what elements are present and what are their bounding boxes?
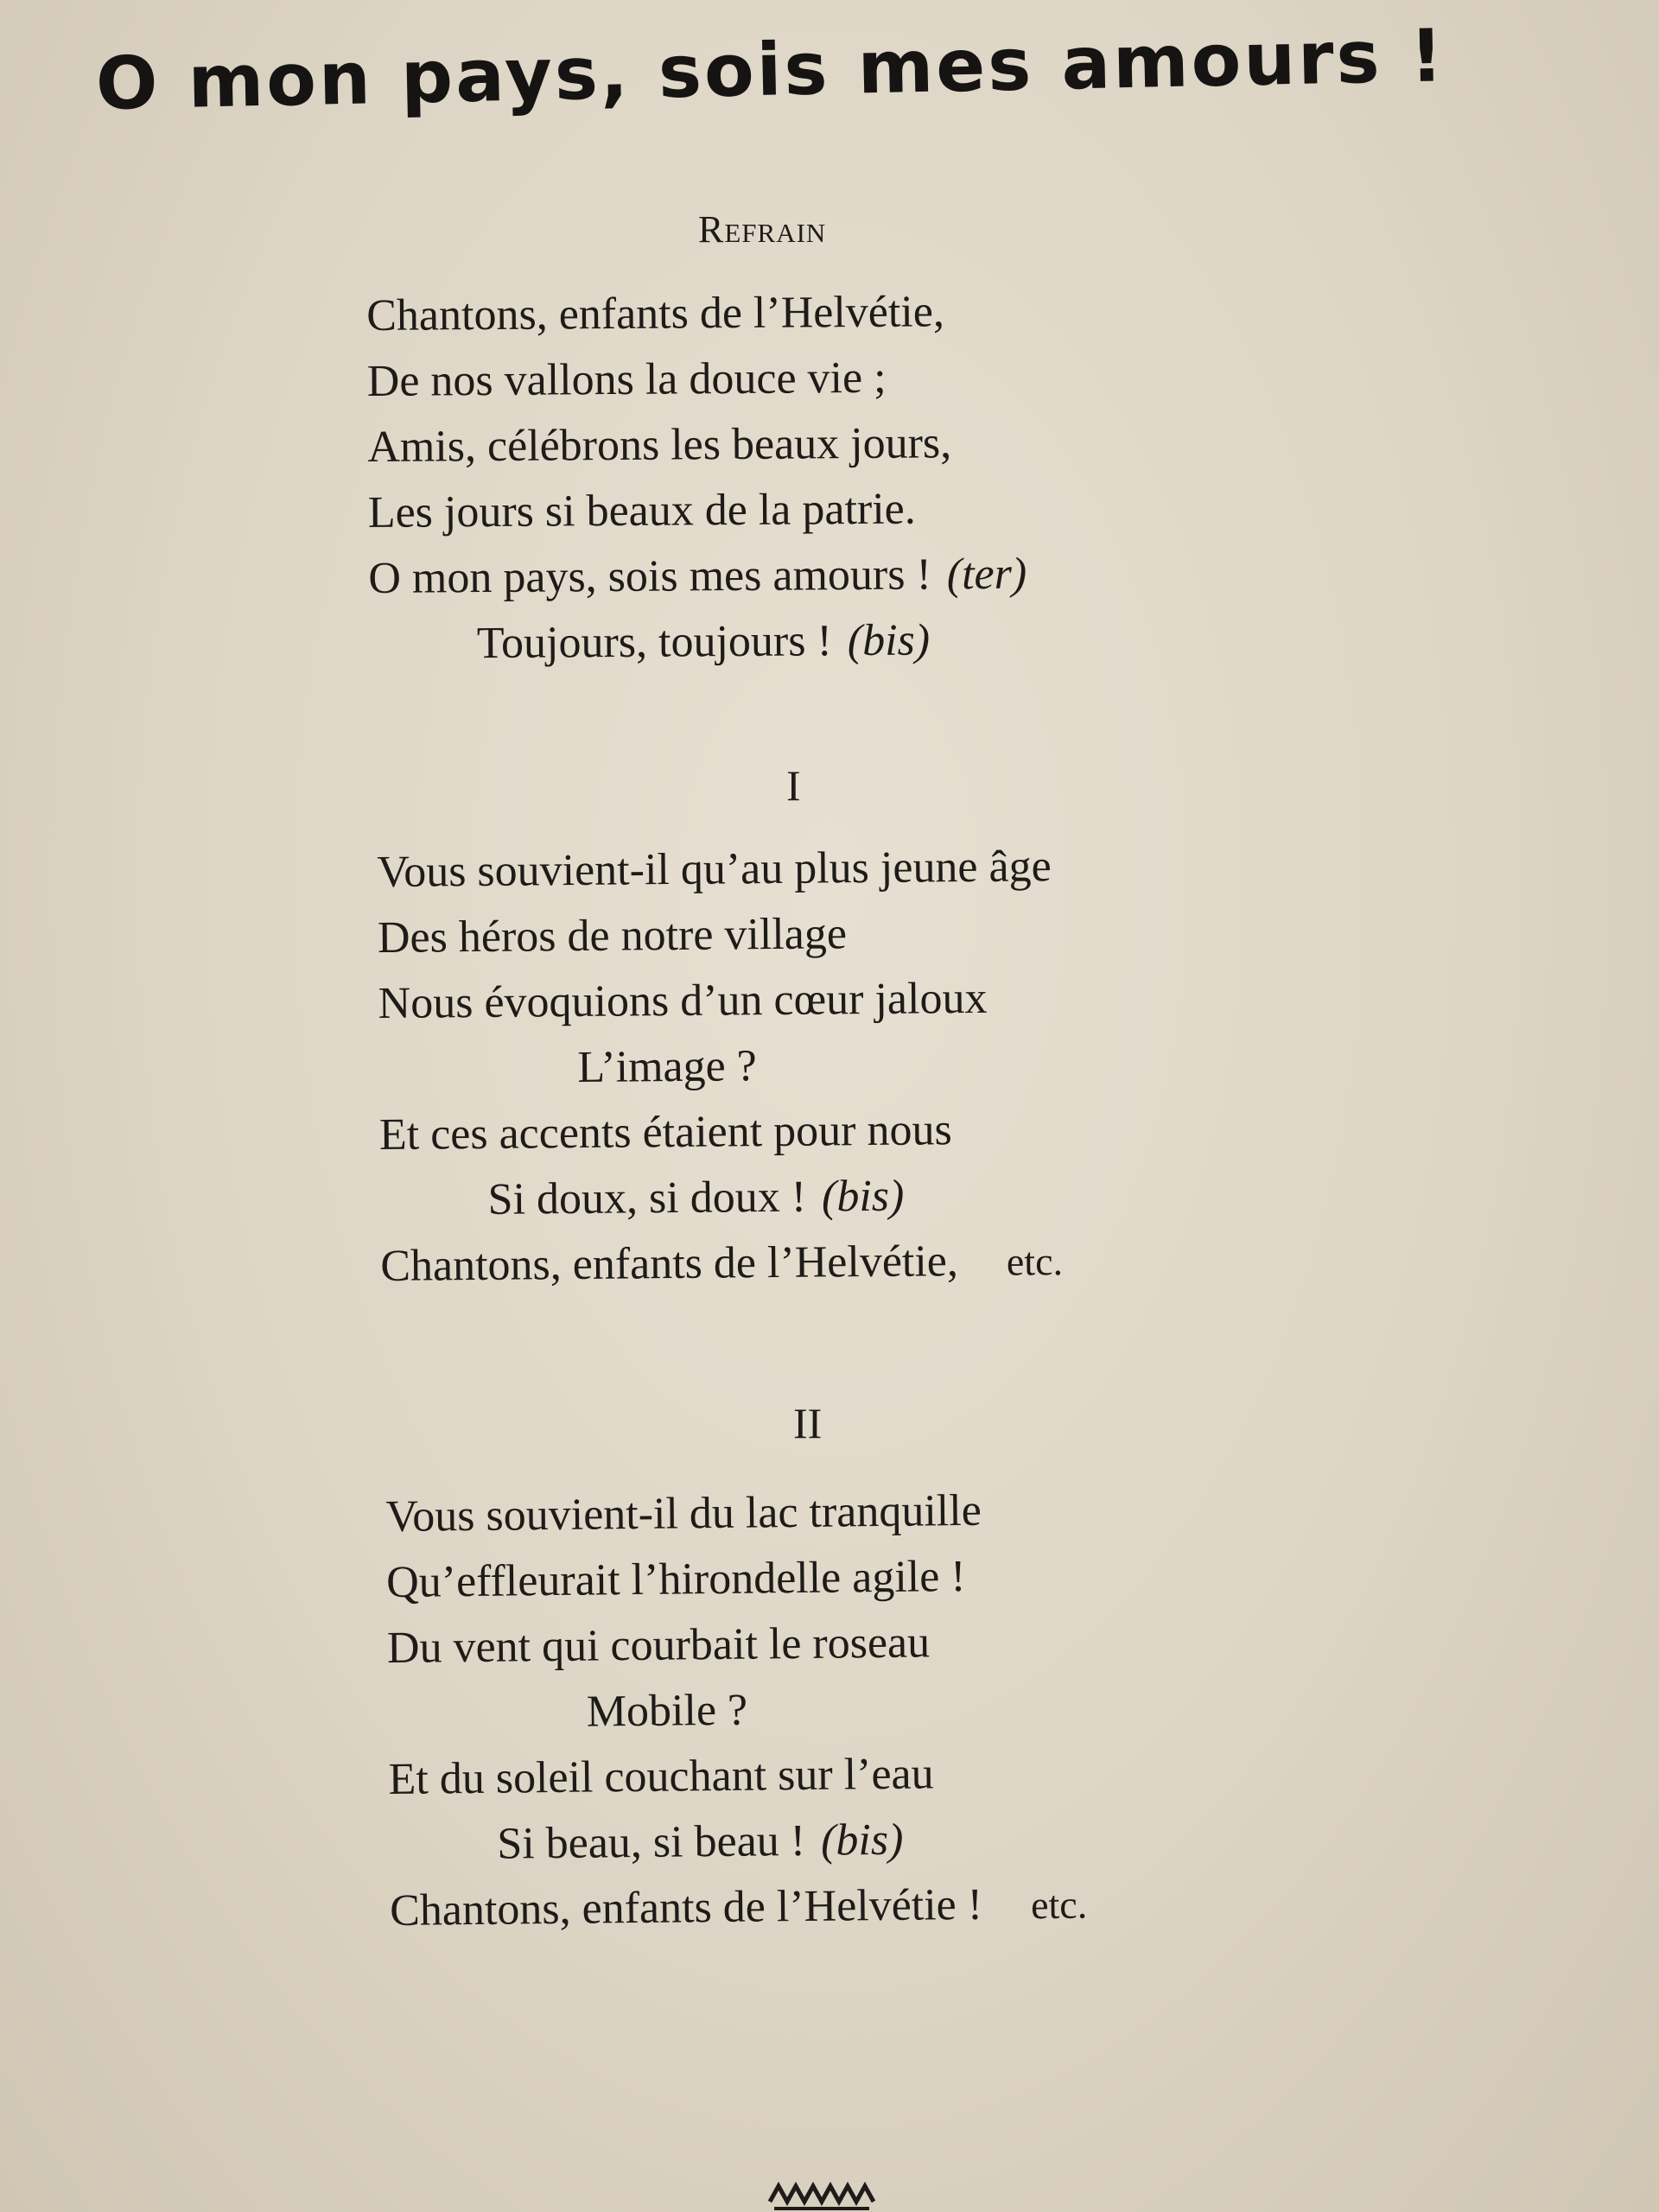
line-text: Les jours si beaux de la patrie.	[367, 484, 916, 537]
refrain-block	[366, 279, 1027, 677]
line-text: Si doux, si doux !	[487, 1172, 807, 1224]
etc-mark: etc.	[1030, 1882, 1088, 1928]
poem-line	[389, 1806, 1087, 1878]
poem-line	[368, 476, 1027, 546]
line-text: Et du soleil couchant sur l’eau	[388, 1749, 934, 1804]
etc-mark: etc.	[1006, 1239, 1064, 1284]
line-text: O mon pays, sois mes amours !	[368, 550, 931, 603]
song-title: O mon pays, sois mes amours !	[95, 13, 1446, 126]
repeat-mark: (bis)	[821, 1171, 905, 1222]
line-text: De nos vallons la douce vie ;	[366, 353, 887, 406]
line-text: Amis, célébrons les beaux jours,	[367, 418, 952, 472]
poem-line	[388, 1740, 1086, 1813]
poem-line	[366, 279, 1025, 349]
refrain-heading: Refrain	[698, 208, 827, 251]
poem-line	[380, 1228, 1063, 1300]
poem-line	[367, 410, 1026, 480]
repeat-mark: (bis)	[820, 1815, 904, 1866]
line-text: Des héros de notre village	[377, 909, 848, 963]
line-text: Chantons, enfants de l’Helvétie,	[366, 287, 945, 340]
poem-line	[368, 542, 1027, 612]
line-text: Et ces accents étaient pour nous	[378, 1105, 952, 1160]
line-text: Chantons, enfants de l’Helvétie !	[389, 1879, 983, 1936]
line-text: Chantons, enfants de l’Helvétie,	[380, 1236, 959, 1291]
line-text: Vous souvient-il qu’au plus jeune âge	[377, 842, 1052, 897]
poem-line	[378, 1031, 1061, 1103]
repeat-mark: (ter)	[946, 549, 1027, 600]
line-text: Du vent qui courbait le roseau	[386, 1618, 931, 1673]
line-text: Vous souvient-il du lac tranquille	[385, 1485, 982, 1541]
line-text: Qu’effleurait l’hirondelle agile !	[385, 1551, 966, 1607]
poem-line	[379, 1162, 1062, 1234]
verse-numeral-1: I	[786, 761, 801, 810]
poem-line	[378, 965, 1060, 1037]
verse-numeral-2: II	[793, 1399, 823, 1447]
poem-line	[378, 899, 1060, 971]
poem-line	[385, 1478, 1084, 1550]
poem-line	[369, 607, 1027, 677]
poem-line	[387, 1609, 1085, 1681]
poem-line	[386, 1543, 1084, 1616]
poem-line	[377, 834, 1059, 906]
verse-2-block	[385, 1478, 1088, 1944]
line-text: Mobile ?	[586, 1685, 748, 1737]
poem-line	[387, 1675, 1085, 1747]
line-text: Toujours, toujours !	[476, 616, 833, 669]
poem-line	[379, 1096, 1062, 1168]
repeat-mark: (bis)	[847, 615, 931, 666]
line-text: Nous évoquions d’un cœur jaloux	[378, 973, 988, 1028]
line-text: Si beau, si beau !	[497, 1815, 806, 1869]
verse-1-block	[377, 834, 1063, 1300]
printer-ornament-icon	[766, 2176, 878, 2212]
line-text: L’image ?	[577, 1041, 758, 1092]
poem-line	[367, 345, 1026, 415]
poem-line	[390, 1872, 1088, 1944]
